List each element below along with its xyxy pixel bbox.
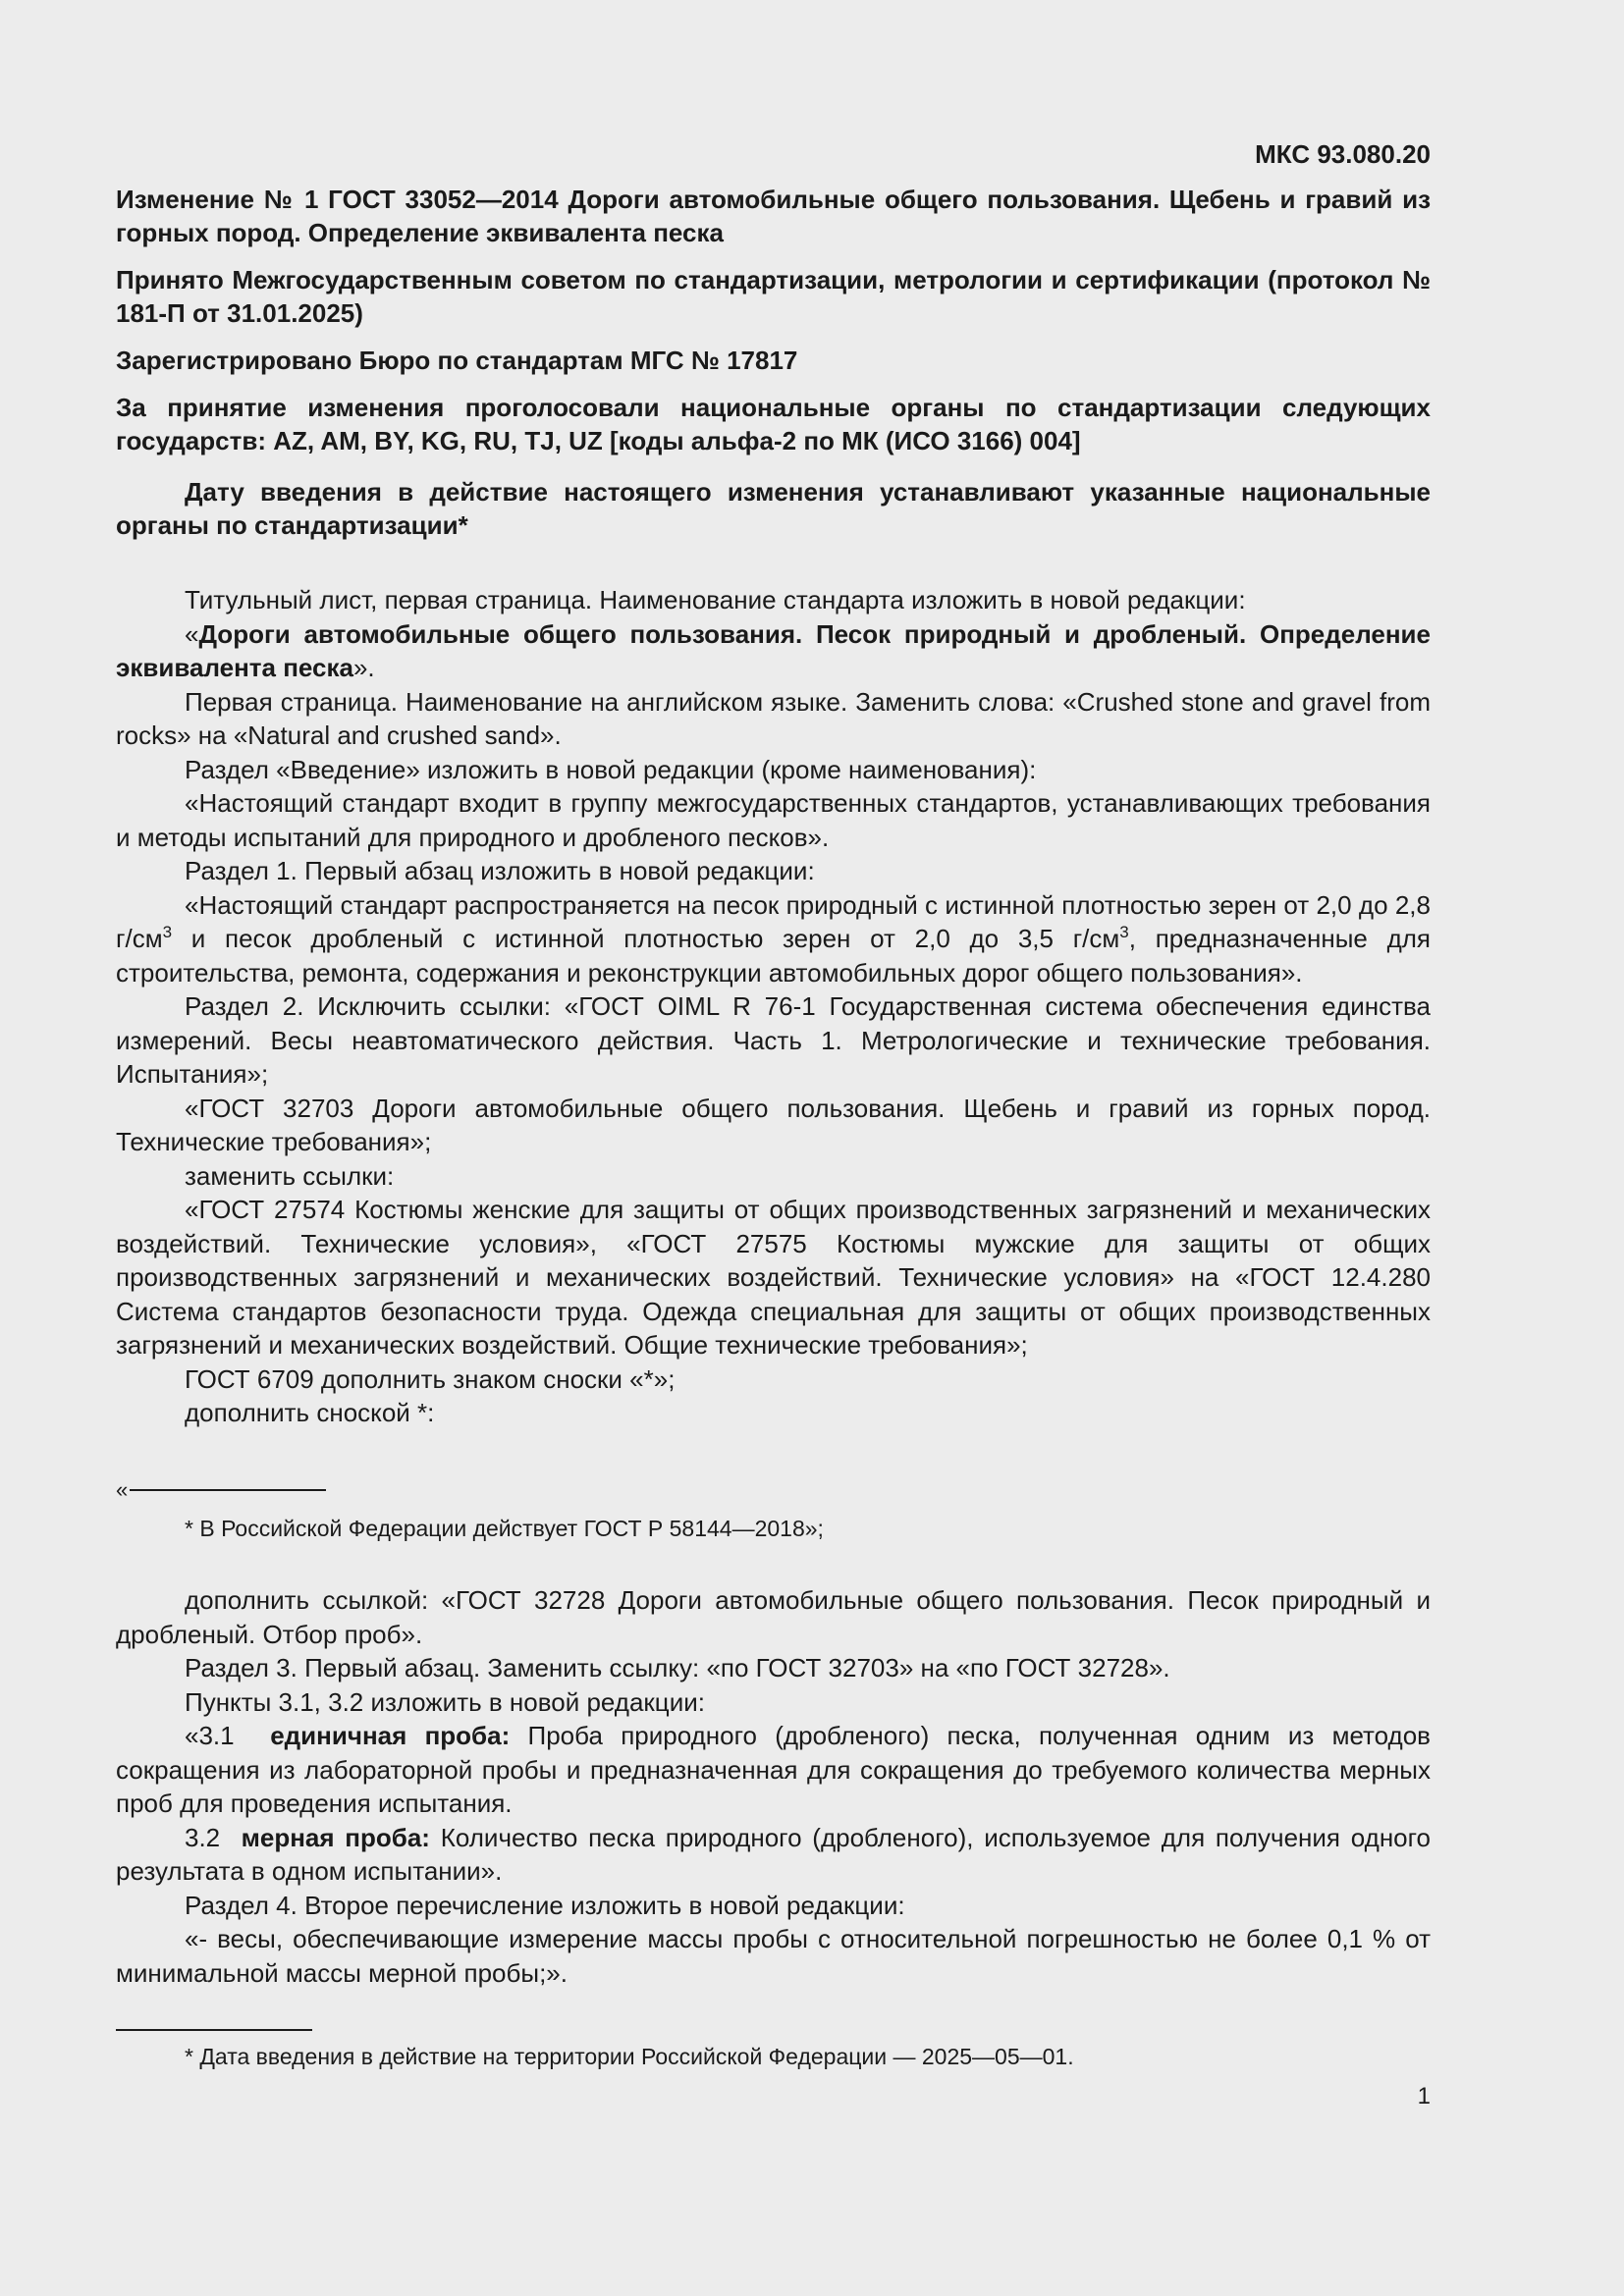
paragraph: Первая страница. Наименование на английском языке. Заменить слова: «Crushed stone and gravel from rocks» на «Natural and crushed sand».	[116, 686, 1431, 750]
paragraph: дополнить сноской *:	[185, 1398, 435, 1427]
inserted-footnote	[116, 1471, 1431, 1545]
paragraph: Раздел 4. Второе перечисление изложить в новой редакции:	[185, 1890, 905, 1920]
paragraph-new-title: «Дороги автомобильные общего пользования. Песок природный и дробленый. Определение эквивалента песка».	[116, 618, 1431, 682]
paragraph: ГОСТ 6709 дополнить знаком сноски «*»;	[185, 1363, 676, 1394]
paragraph: «Настоящий стандарт входит в группу межгосударственных стандартов, устанавливающих требования и методы испытаний для природного и дробленого песков».	[116, 788, 1431, 852]
footnote-quote-mark: «	[116, 1476, 129, 1502]
term-measured-sample: мерная проба:	[241, 1822, 430, 1852]
paragraph-scope: «Настоящий стандарт распространяется на песок природный с истинной плотностью зерен от 2,0 до 2,8 $г/см^3$ и песок дробленый с истинной плотностью зерен от 2,0 до 3,5 $г/см^3$, предназначенные для строительства, ремонта, содержания и реконструкции автомобильных дорог общего пользования».	[116, 889, 1431, 988]
paragraph: Раздел 3. Первый абзац. Заменить ссылку: «по ГОСТ 32703» на «по ГОСТ 32728».	[185, 1653, 1170, 1682]
definition-3-1: «3.1 единичная проба: Проба природного (дробленого) песка, полученная одним из методов сокращения из лабораторной пробы и предназначенная для сокращения до требуемого количества мерных проб для проведения испытания.	[116, 1721, 1431, 1818]
paragraph: «ГОСТ 32703 Дороги автомобильные общего пользования. Щебень и гравий из горных пород. Технические требования»;	[116, 1093, 1431, 1156]
term-single-sample: единичная проба:	[270, 1721, 511, 1750]
page-number: 1	[1417, 2083, 1431, 2109]
paragraph: «- весы, обеспечивающие измерение массы пробы с относительной погрешностью не более 0,1 % от минимальной массы мерной пробы;».	[116, 1924, 1431, 1988]
document-page	[116, 137, 1431, 2114]
paragraph: «ГОСТ 27574 Костюмы женские для защиты от общих производственных загрязнений и механических воздействий. Технические условия», «ГОСТ 27575 Костюмы мужские для защиты от общих производственных загрязнений и механических воздействий. Технические условия» на «ГОСТ 12.4.280 Система стандартов безопасности труда. Одежда специальная для защиты от общих производственных загрязнений и механических воздействий. Общие технические требования»;	[116, 1195, 1431, 1360]
amendment-body	[116, 583, 1431, 1990]
new-standard-title: Дороги автомобильные общего пользования. Песок природный и дробленый. Определение эквивалента песка	[116, 618, 1431, 682]
effective-date-statement: Дату введения в действие настоящего изменения устанавливают указанные национальные органы по стандартизации*	[116, 477, 1431, 540]
inserted-footnote-text: * В Российской Федерации действует ГОСТ Р 58144—2018»;	[185, 1516, 824, 1541]
page-footnote-rule	[116, 2029, 312, 2031]
paragraph: Раздел «Введение» изложить в новой редакции (кроме наименования):	[185, 754, 1037, 784]
paragraph: Пункты 3.1, 3.2 изложить в новой редакции:	[185, 1686, 705, 1717]
voting-statement: За принятие изменения проголосовали национальные органы по стандартизации следующих государств: AZ, AM, BY, KG, RU, TJ, UZ [коды альфа-2 по МК (ИСО 3166) 004]	[116, 393, 1431, 455]
ics-code: МКС 93.080.20	[1255, 139, 1431, 169]
paragraph: заменить ссылки:	[185, 1160, 395, 1191]
paragraph: Раздел 1. Первый абзац изложить в новой редакции:	[185, 856, 815, 885]
paragraph: дополнить ссылкой: «ГОСТ 32728 Дороги автомобильные общего пользования. Песок природный и дробленый. Отбор проб».	[116, 1585, 1431, 1649]
amendment-title: Изменение № 1 ГОСТ 33052—2014 Дороги автомобильные общего пользования. Щебень и гравий из горных пород. Определение эквивалента песка	[116, 185, 1431, 247]
paragraph: Титульный лист, первая страница. Наименование стандарта изложить в новой редакции:	[185, 585, 1246, 614]
definition-3-2: 3.2 мерная проба: Количество песка природного (дробленого), используемое для получения одного результата в одном испытании».	[116, 1822, 1432, 1886]
registration-statement: Зарегистрировано Бюро по стандартам МГС № 17817	[116, 346, 798, 375]
footnote-rule	[130, 1489, 326, 1491]
paragraph: Раздел 2. Исключить ссылки: «ГОСТ OIML R 76-1 Государственная система обеспечения единства измерений. Весы неавтоматического действия. Часть 1. Метрологические и технические требования. Испытания»;	[116, 991, 1431, 1089]
adopted-statement: Принято Межгосударственным советом по стандартизации, метрологии и сертификации (протокол № 181-П от 31.01.2025)	[116, 265, 1431, 328]
page-footnote: * Дата введения в действие на территории Российской Федерации — 2025—05—01.	[185, 2044, 1074, 2069]
